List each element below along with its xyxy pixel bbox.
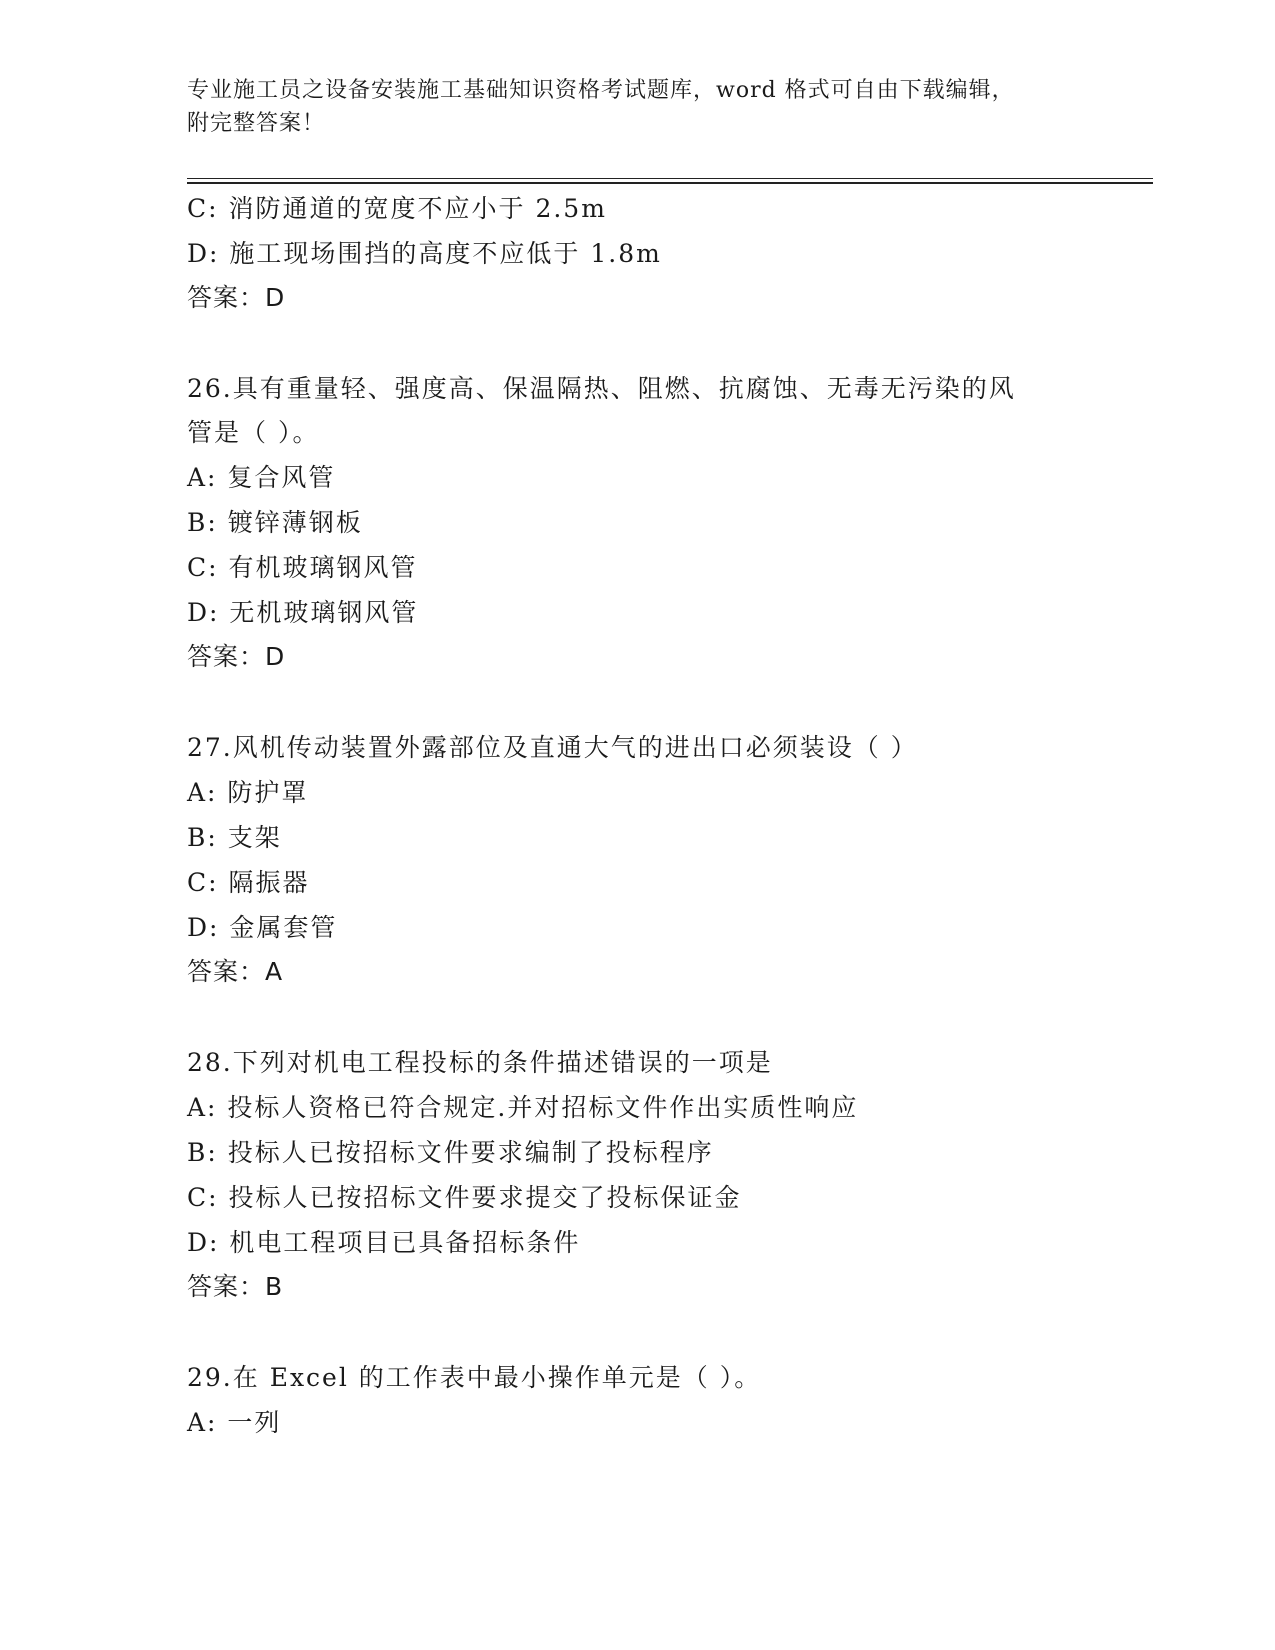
q27-stem-line-1: 27.风机传动装置外露部位及直通大气的进出口必须装设（ ） [187,733,918,762]
q29-stem-line-1: 29.在 Excel 的工作表中最小操作单元是（ ）。 [187,1363,762,1392]
q28-answer: 答案：B [187,1272,284,1301]
q28-option-b: B: 投标人已按招标文件要求编制了投标程序 [187,1138,714,1167]
q27-option-c: C: 隔振器 [187,868,310,897]
q28-stem-line-1: 28.下列对机电工程投标的条件描述错误的一项是 [187,1048,773,1077]
q26-stem-line-1: 26.具有重量轻、强度高、保温隔热、阻燃、抗腐蚀、无毒无污染的风 [187,374,1016,403]
document-header [187,74,1067,140]
q25-option-d: D: 施工现场围挡的高度不应低于 1.8m [187,239,662,268]
q29-option-a: A: 一列 [187,1408,282,1437]
q26-answer: 答案：D [187,642,286,671]
q28-option-d: D: 机电工程项目已具备招标条件 [187,1228,581,1257]
q28-option-a: A: 投标人资格已符合规定.并对招标文件作出实质性响应 [187,1093,859,1122]
q27-option-b: B: 支架 [187,823,282,852]
header-divider-top [187,178,1153,179]
q26-option-c: C: 有机玻璃钢风管 [187,553,418,582]
q27-option-a: A: 防护罩 [187,778,309,807]
q26-option-d: D: 无机玻璃钢风管 [187,598,419,627]
q28-option-c: C: 投标人已按招标文件要求提交了投标保证金 [187,1183,742,1212]
q25-option-c: C: 消防通道的宽度不应小于 2.5m [187,194,607,223]
q27-answer: 答案：A [187,957,284,986]
q26-stem-line-2: 管是（ ）。 [187,418,320,447]
q26-option-a: A: 复合风管 [187,463,336,492]
header-line-1: 专业施工员之设备安装施工基础知识资格考试题库，word 格式可自由下载编辑， [187,78,1015,103]
q26-option-b: B: 镀锌薄钢板 [187,508,363,537]
header-divider-bottom [187,182,1153,184]
header-line-2: 附完整答案！ [187,111,326,136]
q25-answer: 答案：D [187,283,286,312]
q27-option-d: D: 金属套管 [187,913,338,942]
